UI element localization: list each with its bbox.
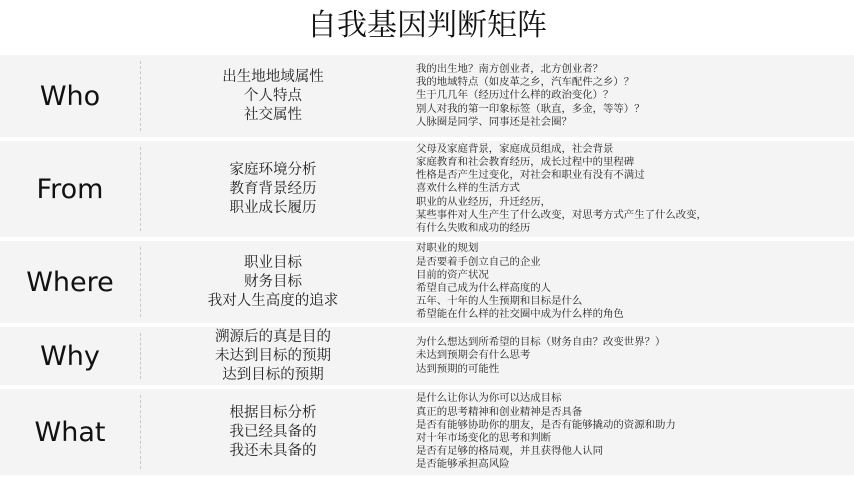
detail-line: 性格是否产生过变化，对社会和职业有没有不满过 (416, 169, 645, 182)
row-aspects (142, 389, 404, 475)
detail-line: 父母及家庭背景，家庭成员组成，社会背景 (416, 142, 614, 155)
aspect-item: 我对人生高度的追求 (207, 292, 339, 309)
aspect-item: 我已经具备的 (229, 423, 317, 440)
detail-line: 未达到预期会有什么思考 (416, 349, 531, 362)
row-details (416, 389, 848, 475)
row-details (416, 141, 848, 237)
row-aspects (142, 327, 404, 385)
detail-line: 是什么让你认为你可以达成目标 (416, 392, 562, 405)
matrix-row-who (0, 55, 854, 137)
detail-line: 生于几几年（经历过什么样的政治变化）？ (416, 89, 614, 102)
detail-line: 家庭教育和社会教育经历，成长过程中的里程碑 (416, 155, 635, 168)
aspect-item: 溯源后的真是目的 (215, 328, 331, 345)
row-aspects (142, 141, 404, 237)
matrix-row-from (0, 141, 854, 237)
column-divider (140, 395, 141, 469)
detail-line: 目前的资产状况 (416, 268, 489, 281)
matrix-row-why (0, 327, 854, 385)
row-aspects (142, 55, 404, 137)
row-details (416, 327, 848, 385)
detail-line: 达到预期的可能性 (416, 362, 500, 375)
detail-line: 某些事件对人生产生了什么改变，对思考方式产生了什么改变， (416, 208, 707, 221)
detail-line: 是否有能够协助你的朋友，是否有能够撬动的资源和助力 (416, 418, 676, 431)
column-divider (140, 61, 141, 131)
detail-line: 我的地域特点（如皮革之乡，汽车配件之乡）？ (416, 76, 635, 89)
aspect-item: 教育背景经历 (229, 180, 317, 197)
aspect-item: 家庭环境分析 (229, 161, 317, 178)
detail-line: 对职业的规划 (416, 242, 479, 255)
row-key: From (36, 173, 104, 205)
row-details (416, 55, 848, 137)
aspect-item: 职业成长履历 (229, 199, 317, 216)
detail-line: 喜欢什么样的生活方式 (416, 182, 520, 195)
aspect-item: 未达到目标的预期 (215, 347, 331, 364)
column-divider (140, 147, 141, 231)
detail-line: 有什么失败和成功的经历 (416, 222, 531, 234)
aspect-item: 职业目标 (244, 254, 302, 271)
aspect-item: 我还未具备的 (229, 442, 317, 459)
matrix-row-what (0, 389, 854, 475)
detail-line: 真正的思考精神和创业精神是否具备 (416, 405, 583, 418)
detail-line: 别人对我的第一印象标签（耿直，多金，等等）？ (416, 102, 645, 115)
aspect-item: 出生地地域属性 (222, 68, 324, 85)
detail-line: 为什么想达到所希望的目标（财务自由？改变世界？） (416, 336, 666, 349)
detail-line: 希望能在什么样的社交圈中成为什么样的角色 (416, 308, 624, 321)
column-divider (140, 333, 141, 379)
aspect-item: 根据目标分析 (229, 404, 317, 421)
aspect-item: 达到目标的预期 (222, 366, 324, 383)
detail-line: 职业的从业经历，升迁经历， (416, 195, 552, 208)
page-title: 自我基因判断矩阵 (307, 8, 547, 43)
row-details (416, 241, 848, 323)
detail-line: 人脉圈是同学、同事还是社会圈？ (416, 115, 572, 128)
row-key: Why (40, 340, 100, 372)
detail-line: 我的出生地？南方创业者，北方创业者？ (416, 62, 604, 75)
matrix-row-where (0, 241, 854, 323)
detail-line: 五年、十年的人生预期和目标是什么 (416, 295, 583, 308)
row-key: Who (39, 80, 101, 112)
detail-line: 对十年市场变化的思考和判断 (416, 432, 552, 444)
detail-line: 是否有足够的格局观，并且获得他人认同 (416, 445, 604, 458)
column-divider (140, 247, 141, 317)
row-key: What (34, 416, 106, 448)
row-aspects (142, 241, 404, 323)
detail-line: 是否要着手创立自己的企业 (416, 255, 541, 268)
detail-line: 希望自己成为什么样高度的人 (416, 282, 552, 294)
detail-line: 是否能够承担高风险 (416, 458, 510, 471)
aspect-item: 财务目标 (244, 273, 302, 290)
row-key: Where (26, 266, 114, 298)
aspect-item: 个人特点 (244, 87, 302, 104)
aspect-item: 社交属性 (244, 106, 302, 123)
